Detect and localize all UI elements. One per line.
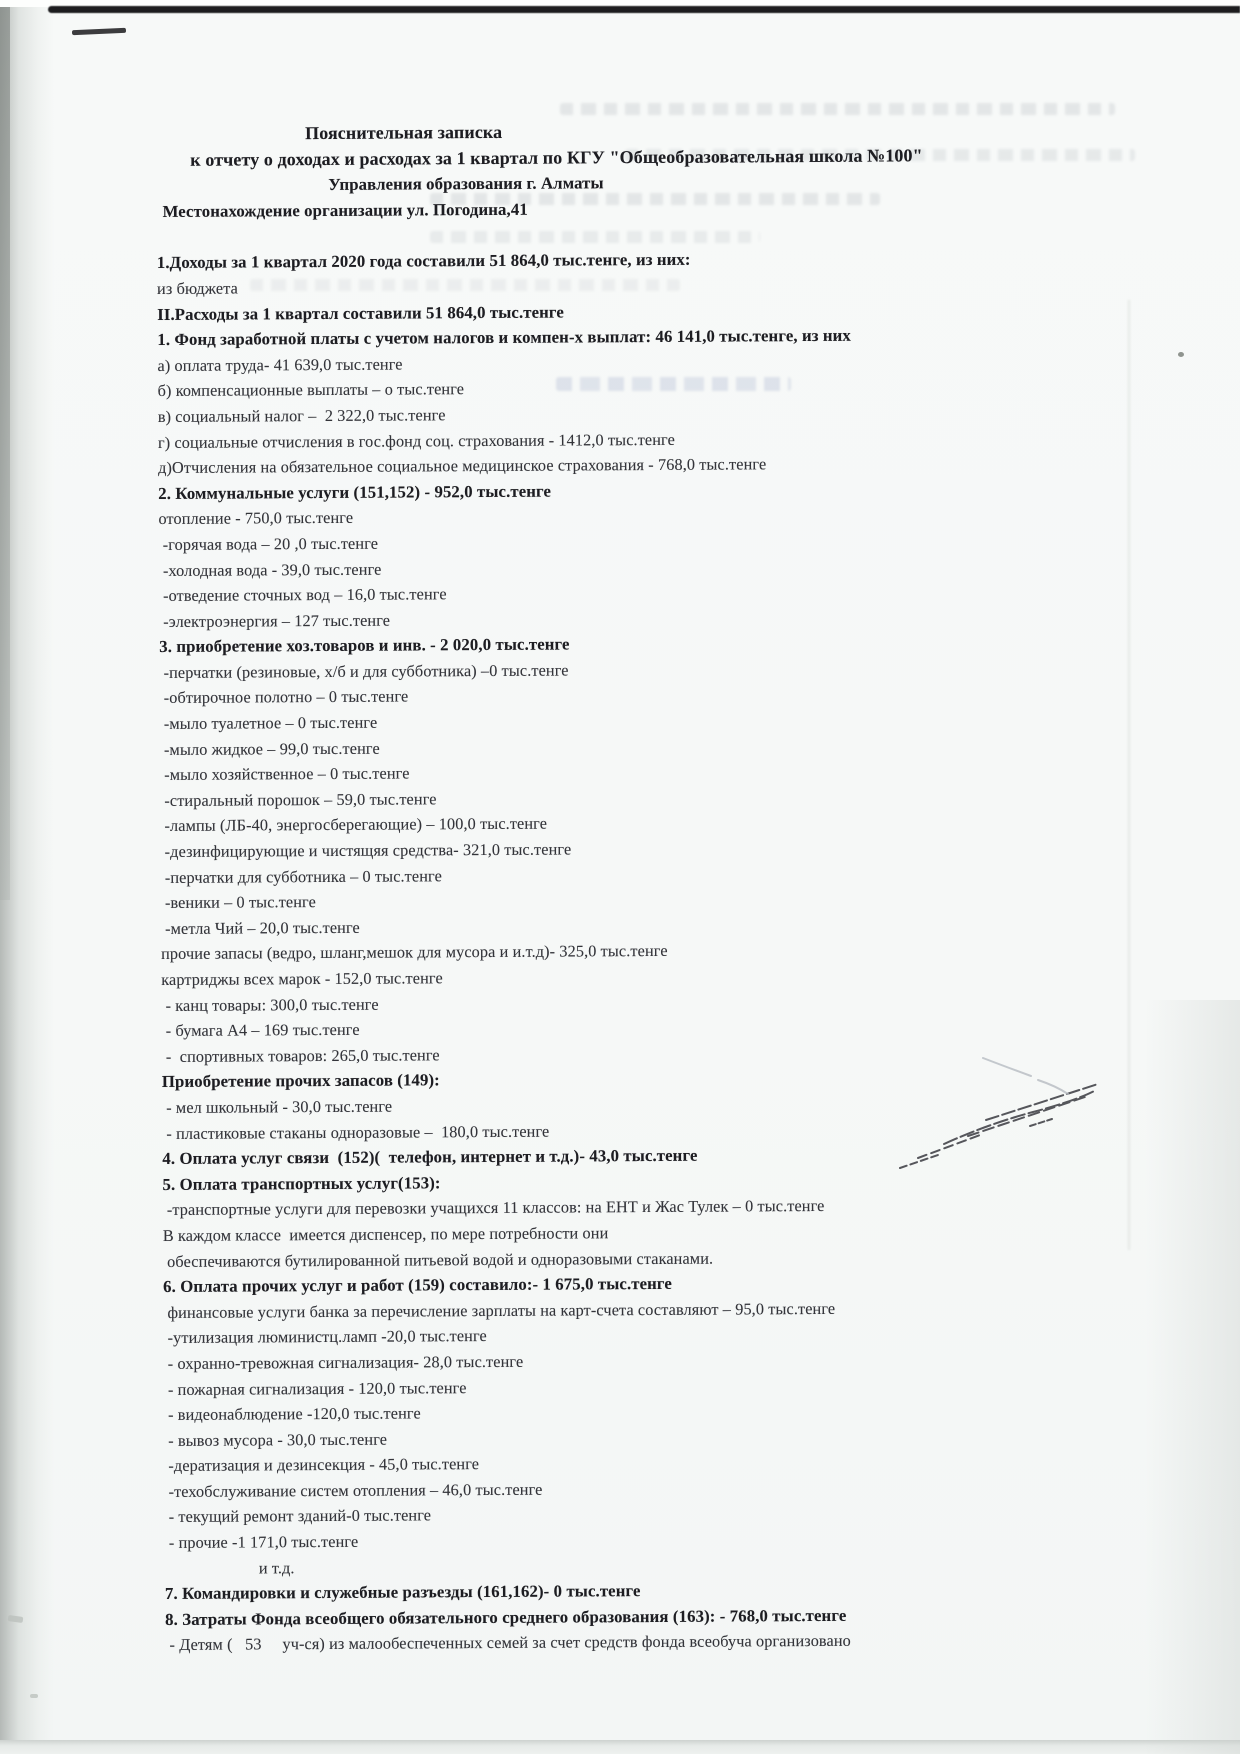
text-line: -холодная вода - 39,0 тыс.тенге bbox=[158, 559, 382, 580]
text-line: б) компенсационные выплаты – о тыс.тенге bbox=[157, 379, 465, 401]
text-line: финансовые услуги банка за перечисление зарплаты на карт-счета составляют – 95,0 тыс.тенге bbox=[163, 1298, 836, 1322]
text-line: 3. приобретение хоз.товаров и инв. - 2 020,0 тыс.тенге bbox=[159, 634, 570, 657]
text-line: -перчатки (резиновые, х/б и для субботника) –0 тыс.тенге bbox=[159, 660, 569, 682]
text-line: -обтирочное полотно – 0 тыс.тенге bbox=[159, 686, 409, 708]
text-line: -лампы (ЛБ-40, энергосберегающие) – 100,0 тыс.тенге bbox=[160, 814, 548, 836]
text-line: 6. Оплата прочих услуг и работ (159) составило:- 1 675,0 тыс.тенге bbox=[163, 1273, 672, 1297]
text-line: - пластиковые стаканы одноразовые – 180,0 тыс.тенге bbox=[162, 1121, 550, 1143]
text-line: 7. Командировки и служебные разъезды (161,162)- 0 тыс.тенге bbox=[164, 1581, 641, 1604]
text-line: а) оплата труда- 41 639,0 тыс.тенге bbox=[157, 354, 403, 375]
text-line: -стиральный порошок – 59,0 тыс.тенге bbox=[160, 789, 437, 810]
text-line: -утилизация люминистц.ламп -20,0 тыс.тенге bbox=[163, 1326, 487, 1348]
text-line: -отведение сточных вод – 16,0 тыс.тенге bbox=[158, 584, 447, 606]
scan-bottom-strip bbox=[0, 1740, 1240, 1754]
scan-top-dark-band bbox=[48, 6, 1240, 13]
pen-dash-mark bbox=[72, 28, 126, 35]
text-line: Управления образования г. Алматы bbox=[328, 173, 604, 195]
text-line: 2. Коммунальные услуги (151,152) - 952,0 тыс.тенге bbox=[158, 481, 552, 503]
text-line: - спортивных товаров: 265,0 тыс.тенге bbox=[161, 1045, 440, 1066]
text-line: д)Отчисления на обязательное социальное медицинское страхования - 768,0 тыс.тенге bbox=[158, 454, 767, 478]
text-line: в) социальный налог – 2 322,0 тыс.тенге bbox=[157, 405, 446, 426]
text-line: -мыло туалетное – 0 тыс.тенге bbox=[159, 712, 378, 734]
text-line: 1. Фонд заработной платы с учетом налогов и компен-х выплат: 46 141,0 тыс.тенге, из них bbox=[157, 325, 851, 350]
text-line: к отчету о доходах и расходах за 1 квартал по КГУ "Общеобразовательная школа №100" bbox=[190, 144, 923, 170]
text-line: -техобслуживание систем отопления – 46,0 тыс.тенге bbox=[164, 1479, 543, 1501]
text-line: Приобретение прочих запасов (149): bbox=[161, 1070, 440, 1092]
text-line: -транспортные услуги для перевозки учащихся 11 классов: на ЕНТ и Жас Тулек – 0 тыс.тенге bbox=[162, 1196, 825, 1220]
text-line: - вывоз мусора - 30,0 тыс.тенге bbox=[163, 1429, 388, 1450]
document-body bbox=[156, 116, 1175, 1658]
text-line: - Детям ( 53 уч-ся) из малообеспеченных семей за счет средств фонда всеобуча организовано bbox=[165, 1631, 851, 1655]
text-line: - канц товары: 300,0 тыс.тенге bbox=[161, 994, 379, 1015]
text-line: -мыло хозяйственное – 0 тыс.тенге bbox=[159, 763, 410, 785]
text-line: отопление - 750,0 тыс.тенге bbox=[158, 508, 354, 529]
text-line: прочие запасы (ведро, шланг,мешок для мусора и и.т.д)- 325,0 тыс.тенге bbox=[161, 941, 668, 964]
bleed-through-line bbox=[560, 103, 1115, 115]
scan-speck bbox=[30, 1694, 38, 1698]
text-line: 1.Доходы за 1 квартал 2020 года составили 51 864,0 тыс.тенге, из них: bbox=[156, 250, 691, 273]
text-line: картриджы всех марок - 152,0 тыс.тенге bbox=[161, 968, 443, 989]
text-line: -мыло жидкое – 99,0 тыс.тенге bbox=[159, 738, 380, 759]
text-line: - текущий ремонт зданий-0 тыс.тенге bbox=[164, 1505, 432, 1527]
text-line: Местонахождение организации ул. Погодина,41 bbox=[162, 199, 528, 221]
text-line: -перчатки для субботника – 0 тыс.тенге bbox=[160, 865, 442, 887]
text-line: В каждом классе имеется диспенсер, по мере потребности они bbox=[162, 1223, 609, 1245]
text-line: -веники – 0 тыс.тенге bbox=[160, 892, 316, 913]
text-line: - мел школьный - 30,0 тыс.тенге bbox=[161, 1096, 393, 1117]
text-line: II.Расходы за 1 квартал составили 51 864,0 тыс.тенге bbox=[157, 302, 565, 324]
ink-dot bbox=[1178, 352, 1184, 357]
scan-left-edge-dark-strip bbox=[0, 0, 10, 900]
text-line: Пояснительная записка bbox=[305, 121, 503, 144]
text-line: - бумага А4 – 169 тыс.тенге bbox=[161, 1019, 360, 1041]
text-line: - охранно-тревожная сигнализация- 28,0 тыс.тенге bbox=[163, 1351, 524, 1373]
text-line: -метла Чий – 20,0 тыс.тенге bbox=[160, 917, 360, 938]
text-line: из бюджета bbox=[156, 278, 238, 298]
text-line: 8. Затраты Фонда всеобщего обязательного среднего образования (163): - 768,0 тыс.тенге bbox=[165, 1605, 847, 1629]
text-line: - пожарная сигнализация - 120,0 тыс.тенге bbox=[163, 1377, 467, 1399]
text-line: г) социальные отчисления в гос.фонд соц. страхования - 1412,0 тыс.тенге bbox=[157, 429, 675, 452]
text-line: - видеонаблюдение -120,0 тыс.тенге bbox=[163, 1403, 421, 1425]
text-line: -дератизация и дезинсекция - 45,0 тыс.тенге bbox=[164, 1454, 480, 1476]
text-line: 5. Оплата транспортных услуг(153): bbox=[162, 1173, 441, 1194]
text-line: и т.д. bbox=[258, 1557, 295, 1578]
text-line: - прочие -1 171,0 тыс.тенге bbox=[164, 1531, 359, 1553]
text-line: -горячая вода – 20 ,0 тыс.тенге bbox=[158, 533, 379, 554]
text-line: -электроэнергия – 127 тыс.тенге bbox=[158, 610, 391, 631]
pen-scribble bbox=[888, 1046, 1103, 1186]
text-line: обеспечиваются бутилированной питьевой водой и одноразовыми стаканами. bbox=[162, 1248, 714, 1271]
text-line: -дезинфицирующие и чистящяя средства- 321,0 тыс.тенге bbox=[160, 839, 572, 862]
text-line: 4. Оплата услуг связи (152)( телефон, интернет и т.д.)- 43,0 тыс.тенге bbox=[162, 1145, 698, 1169]
